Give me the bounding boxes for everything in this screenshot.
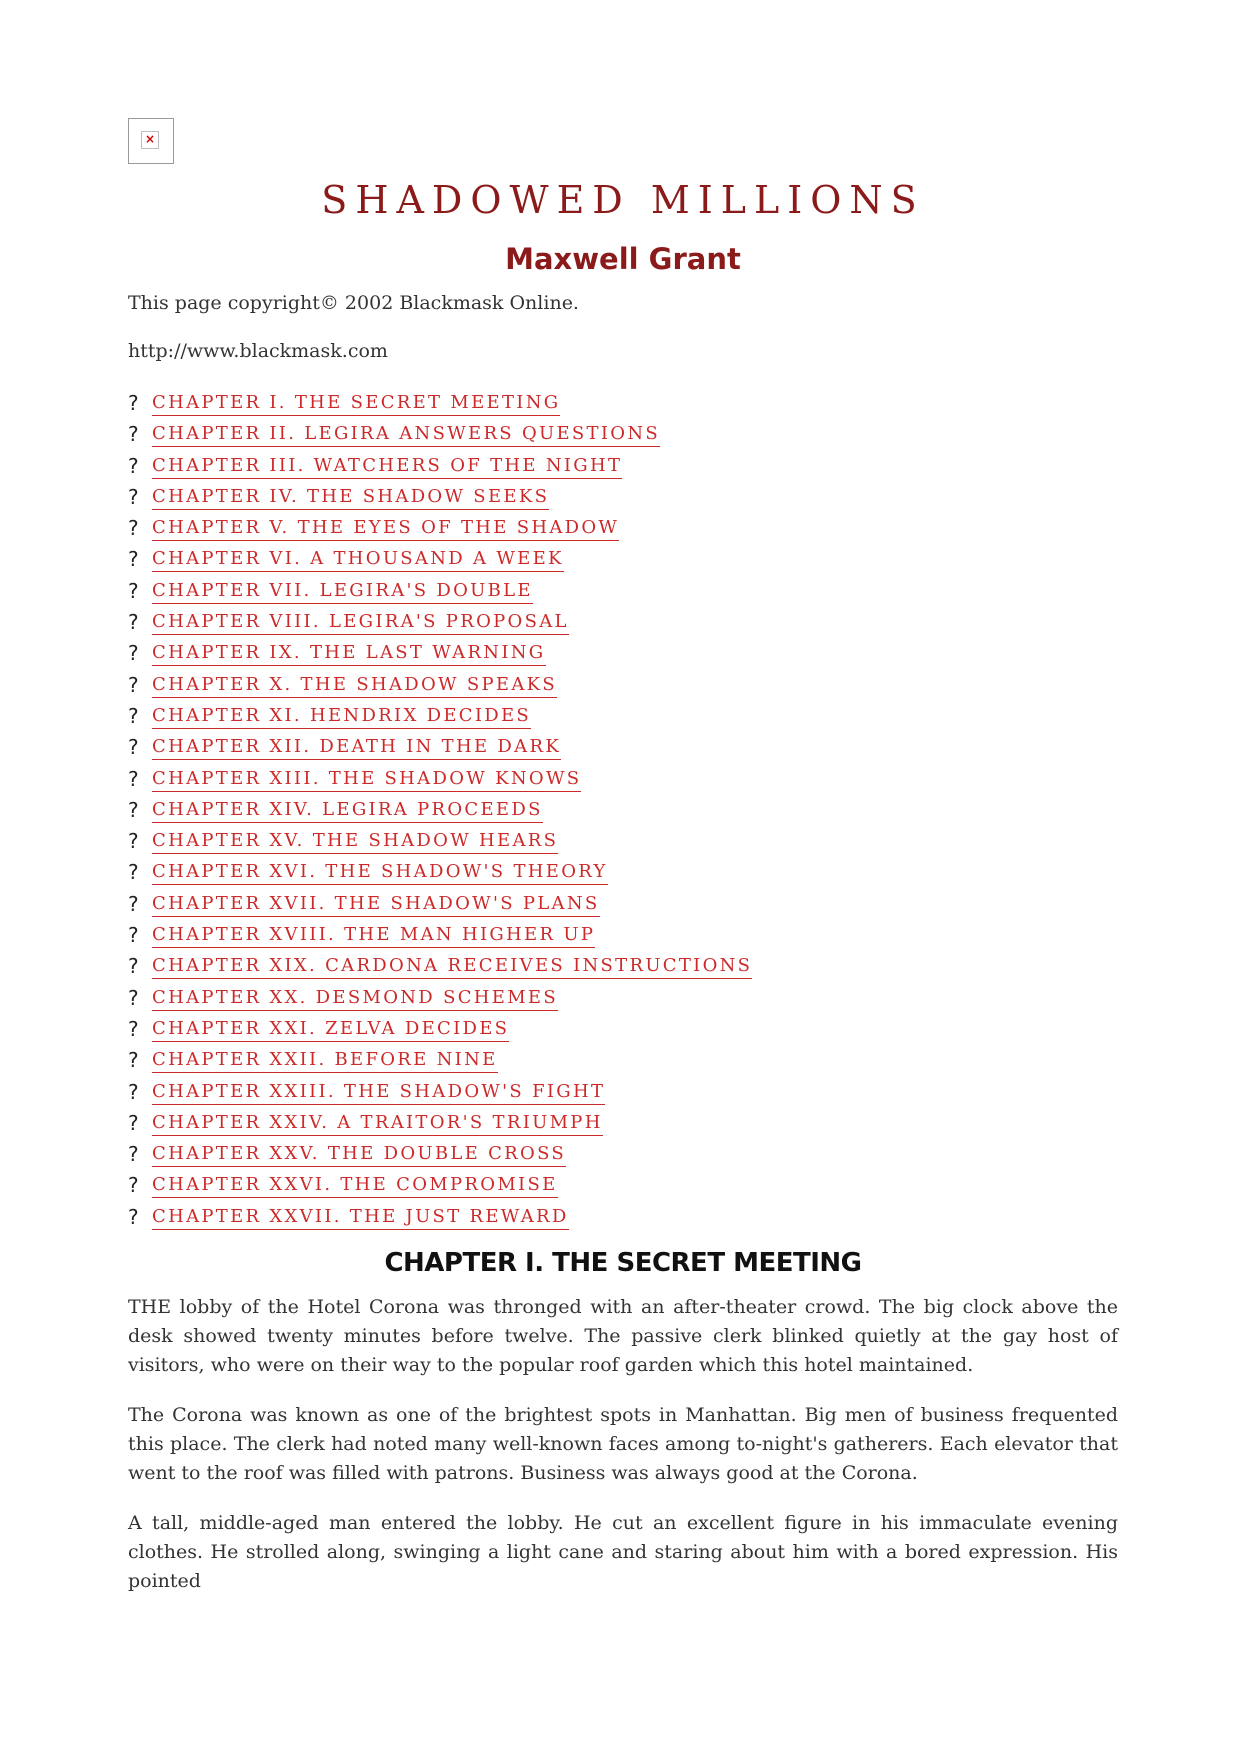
toc-bullet: ?: [128, 985, 139, 1010]
toc-chapter-link[interactable]: CHAPTER VIII. LEGIRA'S PROPOSAL: [152, 609, 569, 635]
source-url: http://www.blackmask.com: [128, 340, 388, 362]
toc-bullet: ?: [128, 516, 139, 541]
toc-item: [128, 421, 1118, 452]
toc-item: [128, 640, 1118, 671]
toc-item: [128, 546, 1118, 577]
chapter-paragraph: THE lobby of the Hotel Corona was thronged with an after-theater crowd. The big clock above the desk showed twenty minutes before twelve. The passive clerk blinked quietly at the gay host of visitors, who were on their way to the popular roof garden which this hotel maintained.: [128, 1296, 1118, 1377]
toc-item: [128, 1172, 1118, 1203]
toc-item: [128, 859, 1118, 890]
toc-bullet: ?: [128, 1048, 139, 1073]
toc-item: [128, 922, 1118, 953]
toc-bullet: ?: [128, 453, 139, 478]
toc-item: [128, 1110, 1118, 1141]
toc-bullet: ?: [128, 484, 139, 509]
toc-item: [128, 766, 1118, 797]
toc-bullet: ?: [128, 1204, 139, 1229]
toc-bullet: ?: [128, 610, 139, 635]
toc-chapter-link[interactable]: CHAPTER XVIII. THE MAN HIGHER UP: [152, 922, 595, 948]
toc-item: [128, 734, 1118, 765]
toc-item: [128, 484, 1118, 515]
toc-bullet: ?: [128, 1079, 139, 1104]
toc-bullet: ?: [128, 735, 139, 760]
book-author: Maxwell Grant: [505, 242, 741, 276]
chapter-paragraph: The Corona was known as one of the brightest spots in Manhattan. Big men of business frequented this place. The clerk had noted many well-known faces among to-night's gatherers. Each elevator that went to the roof was filled with patrons. Business was always good at the Corona.: [128, 1404, 1118, 1485]
toc-item: [128, 672, 1118, 703]
toc-bullet: ?: [128, 547, 139, 572]
toc-chapter-link[interactable]: CHAPTER XXVI. THE COMPROMISE: [152, 1172, 558, 1198]
toc-bullet: ?: [128, 391, 139, 415]
toc-bullet: ?: [128, 672, 139, 697]
toc-chapter-link[interactable]: CHAPTER VI. A THOUSAND A WEEK: [152, 546, 564, 572]
table-of-contents: [128, 390, 1118, 1235]
toc-bullet: ?: [128, 954, 139, 979]
toc-chapter-link[interactable]: CHAPTER X. THE SHADOW SPEAKS: [152, 672, 557, 698]
toc-item: [128, 953, 1118, 984]
toc-chapter-link[interactable]: CHAPTER XXIV. A TRAITOR'S TRIUMPH: [152, 1110, 603, 1136]
toc-item: [128, 453, 1118, 484]
book-title: SHADOWED MILLIONS: [321, 178, 925, 222]
toc-item: [128, 703, 1118, 734]
toc-chapter-link[interactable]: CHAPTER XIII. THE SHADOW KNOWS: [152, 766, 581, 792]
toc-chapter-link[interactable]: CHAPTER XIV. LEGIRA PROCEEDS: [152, 797, 543, 823]
toc-bullet: ?: [128, 578, 139, 603]
toc-chapter-link[interactable]: CHAPTER IX. THE LAST WARNING: [152, 640, 546, 666]
toc-bullet: ?: [128, 829, 139, 854]
chapter-heading: CHAPTER I. THE SECRET MEETING: [384, 1248, 862, 1279]
toc-bullet: ?: [128, 1173, 139, 1198]
toc-item: [128, 390, 1118, 421]
toc-bullet: ?: [128, 860, 139, 885]
toc-bullet: ?: [128, 1142, 139, 1167]
toc-chapter-link[interactable]: CHAPTER III. WATCHERS OF THE NIGHT: [152, 453, 622, 479]
document-page: [128, 118, 1118, 1596]
toc-chapter-link[interactable]: CHAPTER XIX. CARDONA RECEIVES INSTRUCTIONS: [152, 953, 752, 979]
toc-bullet: ?: [128, 703, 139, 728]
toc-item: [128, 1141, 1118, 1172]
chapter-paragraph: A tall, middle-aged man entered the lobby. He cut an excellent figure in his immaculate evening clothes. He strolled along, swinging a light cane and staring about him with a bored expression. His pointed: [128, 1512, 1118, 1593]
toc-bullet: ?: [128, 1016, 139, 1041]
toc-bullet: ?: [128, 422, 139, 447]
toc-bullet: ?: [128, 891, 139, 916]
toc-chapter-link[interactable]: CHAPTER XXI. ZELVA DECIDES: [152, 1016, 509, 1042]
toc-chapter-link[interactable]: CHAPTER XXII. BEFORE NINE: [152, 1047, 498, 1073]
toc-item: [128, 609, 1118, 640]
toc-bullet: ?: [128, 923, 139, 948]
toc-item: [128, 828, 1118, 859]
toc-chapter-link[interactable]: CHAPTER VII. LEGIRA'S DOUBLE: [152, 578, 533, 604]
toc-item: [128, 985, 1118, 1016]
copyright-notice: This page copyright© 2002 Blackmask Online.: [128, 292, 579, 314]
toc-item: [128, 1204, 1118, 1235]
toc-item: [128, 578, 1118, 609]
toc-bullet: ?: [128, 766, 139, 791]
toc-bullet: ?: [128, 641, 139, 666]
toc-chapter-link[interactable]: CHAPTER V. THE EYES OF THE SHADOW: [152, 515, 619, 541]
toc-chapter-link[interactable]: CHAPTER XXIII. THE SHADOW'S FIGHT: [152, 1079, 605, 1105]
toc-chapter-link[interactable]: CHAPTER XVII. THE SHADOW'S PLANS: [152, 891, 600, 917]
toc-chapter-link[interactable]: CHAPTER XII. DEATH IN THE DARK: [152, 734, 561, 760]
toc-chapter-link[interactable]: CHAPTER XX. DESMOND SCHEMES: [152, 985, 558, 1011]
toc-bullet: ?: [128, 797, 139, 822]
toc-chapter-link[interactable]: CHAPTER XVI. THE SHADOW'S THEORY: [152, 859, 608, 885]
toc-chapter-link[interactable]: CHAPTER II. LEGIRA ANSWERS QUESTIONS: [152, 421, 660, 447]
toc-chapter-link[interactable]: CHAPTER I. THE SECRET MEETING: [152, 390, 560, 416]
toc-chapter-link[interactable]: CHAPTER IV. THE SHADOW SEEKS: [152, 484, 549, 510]
toc-chapter-link[interactable]: CHAPTER XXV. THE DOUBLE CROSS: [152, 1141, 566, 1167]
toc-item: [128, 1079, 1118, 1110]
toc-item: [128, 1047, 1118, 1078]
toc-chapter-link[interactable]: CHAPTER XV. THE SHADOW HEARS: [152, 828, 558, 854]
toc-item: [128, 891, 1118, 922]
broken-image-icon: [128, 118, 174, 164]
toc-chapter-link[interactable]: CHAPTER XI. HENDRIX DECIDES: [152, 703, 531, 729]
toc-chapter-link[interactable]: CHAPTER XXVII. THE JUST REWARD: [152, 1204, 569, 1230]
broken-image-glyph: ×: [141, 131, 159, 149]
toc-bullet: ?: [128, 1110, 139, 1135]
toc-item: [128, 515, 1118, 546]
toc-item: [128, 1016, 1118, 1047]
toc-item: [128, 797, 1118, 828]
